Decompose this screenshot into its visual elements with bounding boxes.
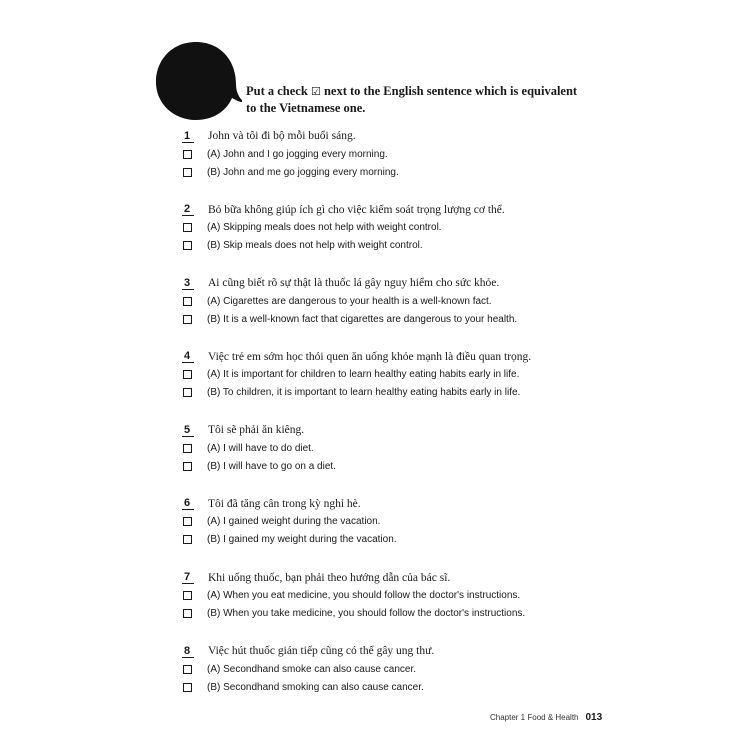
option-a-checkbox[interactable] bbox=[183, 517, 192, 526]
vietnamese-sentence: Tôi sẽ phải ăn kiêng. bbox=[208, 424, 305, 437]
option-b-text: (B) I will have to go on a diet. bbox=[207, 460, 336, 472]
option-a-checkbox[interactable] bbox=[183, 591, 192, 600]
question-item bbox=[182, 198, 582, 272]
option-b-checkbox[interactable] bbox=[183, 388, 192, 397]
option-b-text: (B) When you take medicine, you should follow the doctor's instructions. bbox=[207, 608, 526, 620]
question-number: 4 bbox=[182, 350, 194, 363]
question-item bbox=[182, 566, 582, 640]
option-a-text: (A) John and I go jogging every morning. bbox=[207, 148, 388, 160]
question-number: 5 bbox=[182, 424, 194, 437]
check-box-icon: ☑ bbox=[310, 85, 321, 98]
question-item bbox=[182, 639, 582, 713]
question-item bbox=[182, 345, 582, 419]
option-b-checkbox[interactable] bbox=[183, 168, 192, 177]
option-a-checkbox[interactable] bbox=[183, 150, 192, 159]
option-b-text: (B) Secondhand smoking can also cause cancer. bbox=[207, 681, 424, 693]
vietnamese-sentence: Bỏ bữa không giúp ích gì cho việc kiểm soát trọng lượng cơ thể. bbox=[208, 203, 505, 216]
option-b-checkbox[interactable] bbox=[183, 609, 192, 618]
option-a-checkbox[interactable] bbox=[183, 223, 192, 232]
option-b-text: (B) Skip meals does not help with weight control. bbox=[207, 240, 423, 252]
option-a-text: (A) Secondhand smoke can also cause cancer. bbox=[207, 663, 417, 675]
option-a-checkbox[interactable] bbox=[183, 370, 192, 379]
question-item bbox=[182, 418, 582, 492]
vietnamese-sentence: John và tôi đi bộ mỗi buổi sáng. bbox=[208, 130, 356, 142]
question-number: 8 bbox=[182, 645, 194, 658]
option-a-text: (A) Cigarettes are dangerous to your health is a well-known fact. bbox=[207, 295, 492, 307]
option-a-text: (A) It is important for children to learn healthy eating habits early in life. bbox=[207, 369, 520, 381]
option-a-text: (A) Skipping meals does not help with weight control. bbox=[207, 222, 442, 234]
page-number: 013 bbox=[585, 712, 603, 723]
question-number: 3 bbox=[182, 277, 194, 290]
question-number: 6 bbox=[182, 497, 194, 510]
option-b-text: (B) It is a well-known fact that cigarettes are dangerous to your health. bbox=[207, 313, 518, 325]
page-footer bbox=[490, 712, 602, 723]
section-badge bbox=[150, 36, 242, 128]
question-number: 1 bbox=[182, 130, 194, 143]
option-a-checkbox[interactable] bbox=[183, 665, 192, 674]
vietnamese-sentence: Khi uống thuốc, bạn phải theo hướng dẫn của bác sĩ. bbox=[208, 571, 451, 584]
instruction-text: Put a check ☑ next to the English sentence which is equivalent to the Vietnamese one. bbox=[246, 84, 578, 115]
question-number: 2 bbox=[182, 203, 194, 216]
vietnamese-sentence: Tôi đã tăng cân trong kỳ nghỉ hè. bbox=[208, 497, 361, 510]
question-list bbox=[182, 124, 582, 713]
option-b-checkbox[interactable] bbox=[183, 315, 192, 324]
option-b-checkbox[interactable] bbox=[183, 241, 192, 250]
option-a-text: (A) When you eat medicine, you should follow the doctor's instructions. bbox=[207, 590, 521, 602]
chapter-label: Chapter 1 Food & Health bbox=[490, 713, 579, 722]
vietnamese-sentence: Ai cũng biết rõ sự thật là thuốc lá gây nguy hiểm cho sức khỏe. bbox=[208, 277, 500, 290]
vietnamese-sentence: Việc trẻ em sớm học thói quen ăn uống khỏe mạnh là điều quan trọng. bbox=[208, 350, 532, 363]
option-a-checkbox[interactable] bbox=[183, 444, 192, 453]
option-b-text: (B) John and me go jogging every morning. bbox=[207, 166, 399, 178]
option-a-checkbox[interactable] bbox=[183, 297, 192, 306]
option-a-text: (A) I will have to do diet. bbox=[207, 442, 314, 454]
speech-bubble-icon bbox=[150, 36, 242, 128]
option-b-checkbox[interactable] bbox=[183, 683, 192, 692]
vietnamese-sentence: Việc hút thuốc gián tiếp cũng có thể gây ung thư. bbox=[208, 645, 435, 658]
option-b-checkbox[interactable] bbox=[183, 462, 192, 471]
question-number: 7 bbox=[182, 571, 194, 584]
question-item bbox=[182, 271, 582, 345]
option-a-text: (A) I gained weight during the vacation. bbox=[207, 516, 381, 528]
question-item bbox=[182, 124, 582, 198]
option-b-checkbox[interactable] bbox=[183, 535, 192, 544]
option-b-text: (B) To children, it is important to learn healthy eating habits early in life. bbox=[207, 387, 521, 399]
option-b-text: (B) I gained my weight during the vacation. bbox=[207, 534, 397, 546]
question-item bbox=[182, 492, 582, 566]
